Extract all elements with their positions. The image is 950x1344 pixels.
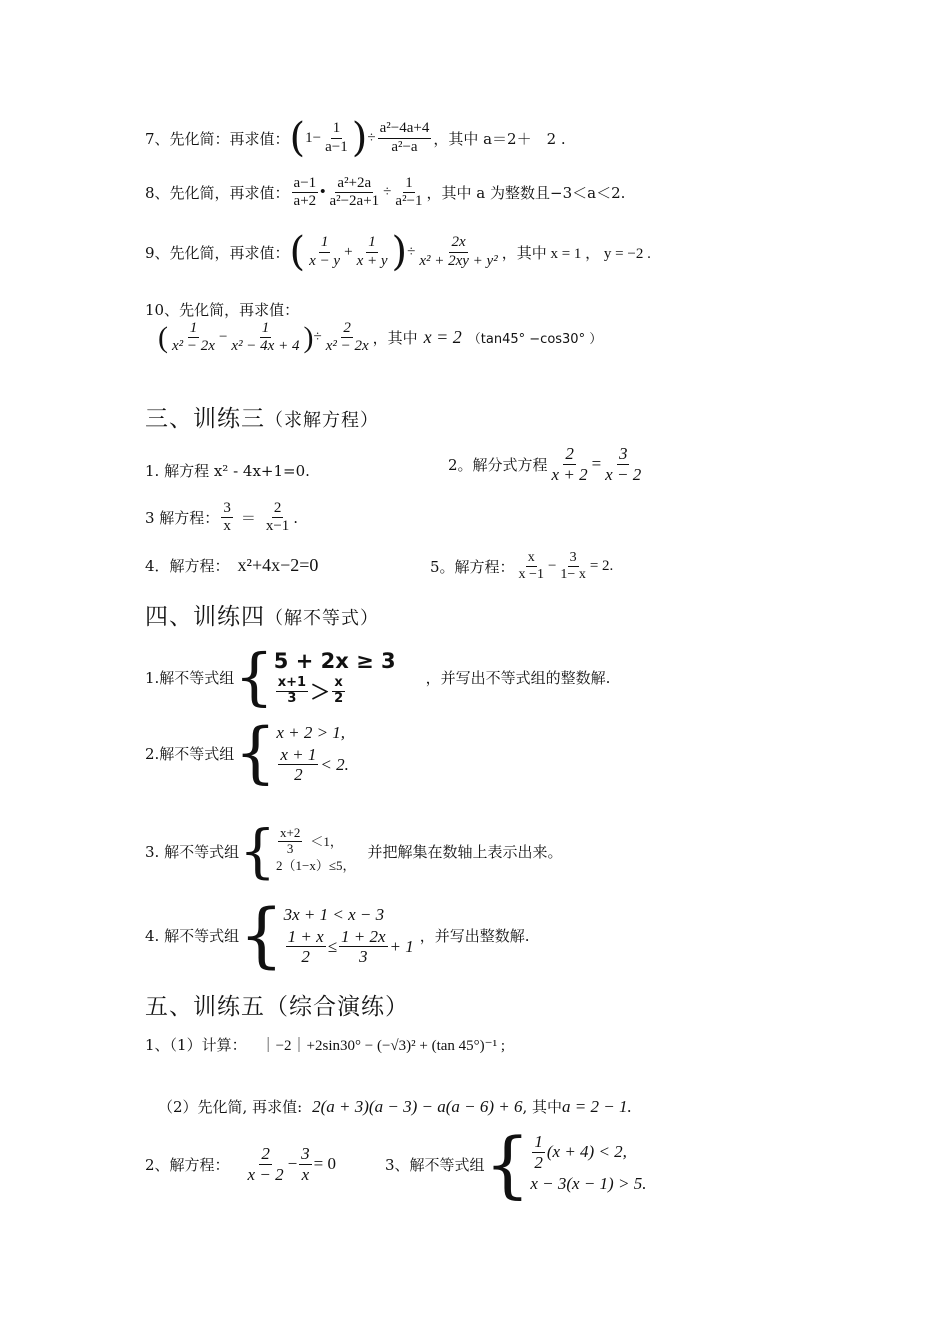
fraction	[246, 1144, 286, 1184]
equals-sign: =	[591, 454, 602, 474]
right-paren: )	[351, 115, 368, 161]
multiply-dot: •	[320, 184, 326, 201]
fraction	[517, 550, 546, 583]
fraction	[603, 444, 643, 484]
q3-end: .	[293, 508, 299, 527]
q4-suffix: ，并写出整数解.	[419, 926, 530, 945]
q3-prefix: 3、解不等式组	[385, 1155, 485, 1174]
fraction	[550, 444, 590, 484]
left-brace: {	[239, 817, 276, 885]
denominator: a²−2a+1	[329, 193, 380, 210]
q1b-expression: 2(a + 3)(a − 3) − a(a − 6) + 6	[312, 1096, 523, 1116]
inequality-line-1	[530, 1132, 646, 1172]
q3-prefix: 3 解方程：	[145, 509, 220, 528]
left-brace: {	[234, 640, 274, 713]
problem-10-expression	[158, 320, 602, 356]
denominator: a²−a	[391, 138, 418, 155]
q4-prefix: 4. 解不等式组	[145, 926, 240, 945]
section-4-heading	[145, 598, 379, 631]
numerator: 2x	[449, 234, 467, 252]
q2-prefix: 2、解方程：	[145, 1155, 230, 1174]
inequality-line-1: 5 + 2x ≥ 3	[273, 648, 396, 673]
numerator: 2	[272, 500, 284, 518]
q5-prefix: 5。解方程：	[430, 558, 515, 577]
s5-q1a	[145, 1034, 505, 1055]
plus-sign: +	[344, 243, 353, 260]
denominator: 3	[286, 841, 294, 857]
inequality-tail: (x + 4) < 2,	[546, 1142, 627, 1162]
q1b-condition-value: a = 2 − 1.	[562, 1096, 632, 1116]
fraction	[229, 320, 301, 356]
fraction	[378, 120, 432, 156]
fraction	[292, 175, 319, 211]
problem-8	[145, 175, 625, 211]
left-paren: (	[289, 229, 306, 275]
condition-text: ，其中	[372, 329, 418, 348]
inequality-system	[530, 1132, 646, 1196]
denominator: x² − 2x	[172, 338, 215, 355]
numerator: 2	[261, 1144, 270, 1163]
q1b-condition-text: , 其中	[522, 1098, 563, 1116]
denominator: a²−1	[395, 193, 423, 210]
inequality-system	[276, 826, 355, 875]
minus-sign: −	[287, 1154, 298, 1174]
q5-end: = 2.	[589, 558, 614, 575]
denominator: x −1	[518, 567, 544, 583]
numerator: a²−4a+4	[378, 120, 432, 138]
plus-one: + 1	[389, 936, 414, 956]
s3-q5	[430, 550, 613, 583]
s4-q1	[145, 640, 611, 713]
divide-sign: ÷	[383, 184, 392, 201]
denominator: x − y	[309, 252, 341, 269]
q4-prefix: 4．解方程：	[145, 557, 230, 575]
inequality-line-2	[274, 676, 396, 707]
divide-sign: ÷	[407, 243, 416, 260]
denominator: 1− x	[560, 567, 586, 583]
inequality-system	[276, 721, 349, 785]
denominator: 2	[294, 765, 303, 785]
problem-8-prefix: 8、先化简，再求值：	[145, 184, 290, 203]
fraction	[324, 320, 371, 356]
heading-text: 五、训练五	[145, 994, 265, 1020]
less-than: ＜1，	[310, 833, 343, 849]
denominator: x² + 2xy + y²	[419, 252, 498, 269]
equals-sign: ＝	[240, 511, 256, 528]
s5-q1b	[158, 1096, 632, 1117]
heading-sub: （求解方程）	[265, 410, 379, 431]
left-paren: (	[158, 320, 168, 354]
inequality-system	[274, 647, 396, 707]
numerator: 1	[319, 234, 331, 252]
s4-q2	[145, 714, 349, 791]
q2-prefix: 2。解分式方程	[448, 455, 548, 474]
numerator: 3	[568, 550, 579, 567]
denominator: 2	[334, 691, 344, 707]
right-paren: )	[303, 320, 314, 354]
inequality-line-2	[284, 927, 414, 967]
fraction	[170, 320, 217, 356]
denominator: x² − 2x	[325, 338, 369, 355]
problem-7-condition: ，其中 a＝2＋ 2 .	[433, 129, 566, 148]
numerator: 2	[341, 320, 353, 338]
problem-9-condition: ，其中 x = 1 ， y = −2 .	[501, 245, 651, 262]
numerator: x+2	[280, 825, 301, 841]
fraction	[278, 745, 318, 785]
numerator: 2	[565, 444, 574, 463]
right-paren: )	[391, 229, 408, 275]
denominator: x − 2	[247, 1164, 284, 1184]
numerator: 1 + 2x	[341, 926, 386, 946]
left-brace: {	[239, 894, 284, 976]
fraction	[393, 175, 424, 211]
problem-7	[145, 115, 566, 161]
inequality-line-1	[276, 826, 355, 857]
denominator: x	[223, 518, 231, 535]
numerator: x	[526, 550, 537, 567]
fraction	[339, 927, 388, 967]
denominator: a+2	[293, 193, 317, 210]
left-paren: (	[289, 115, 306, 161]
q2-prefix: 2.解不等式组	[145, 744, 235, 763]
numerator: 1	[534, 1132, 543, 1152]
condition-trig: （tan45° −cos30° ）	[467, 332, 603, 348]
section-5-heading	[145, 988, 409, 1021]
expr-one-minus: 1−	[305, 129, 322, 146]
less-or-equal: ≤	[327, 936, 338, 956]
fraction	[532, 1132, 545, 1172]
q1a-prefix: 1、（1）计算：	[145, 1036, 247, 1054]
problem-10-prefix: 10、先化简，再求值：	[145, 301, 300, 319]
s3-q4	[145, 555, 318, 576]
numerator: 3	[301, 1144, 310, 1163]
fraction	[264, 500, 291, 536]
numerator: x+1	[277, 675, 307, 691]
section-3-heading	[145, 400, 379, 433]
fraction	[276, 676, 308, 707]
denominator: 3	[359, 947, 368, 967]
fraction	[332, 676, 345, 707]
heading-text: 三、训练三	[145, 406, 265, 432]
fraction	[417, 234, 499, 270]
numerator: 1	[260, 320, 272, 338]
fraction	[221, 500, 233, 536]
divide-sign: ÷	[313, 329, 322, 346]
less-than: < 2.	[320, 754, 349, 774]
denominator: x	[301, 1164, 310, 1184]
fraction	[299, 1144, 312, 1184]
inequality-line-2	[276, 745, 349, 785]
problem-7-prefix: 7、先化简：再求值：	[145, 129, 290, 148]
fraction	[327, 175, 381, 211]
denominator: a−1	[325, 138, 348, 155]
numerator: 3	[221, 500, 233, 518]
q1-prefix: 1.解不等式组	[145, 668, 235, 687]
q4-expression: x²+4x−2=0	[237, 555, 319, 575]
inequality-line-1: 3x + 1 < x − 3	[283, 905, 385, 925]
denominator: x + y	[356, 252, 388, 269]
denominator: x + 2	[551, 464, 588, 484]
s4-q3	[145, 817, 563, 885]
left-brace: {	[234, 714, 277, 791]
greater-than: ＞	[310, 679, 331, 704]
numerator: a²+2a	[335, 175, 373, 193]
q1-suffix: ，并写出不等式组的整数解.	[425, 668, 611, 687]
minus-sign: −	[218, 329, 228, 346]
fraction	[307, 234, 342, 270]
equals-zero: = 0	[313, 1154, 337, 1174]
denominator: x − 2	[605, 464, 642, 484]
q1a-expression: ｜−2｜+2sin30° − (−√3)² + (tan 45°)⁻¹ ;	[260, 1038, 506, 1054]
fraction	[286, 927, 326, 967]
q1b-prefix: （2）先化简, 再求值:	[158, 1098, 303, 1116]
s3-q3	[145, 500, 298, 536]
fraction	[278, 826, 302, 857]
fraction	[355, 234, 390, 270]
inequality-system	[284, 903, 414, 967]
numerator: 1	[331, 120, 343, 138]
numerator: 1	[188, 320, 200, 338]
fraction	[558, 550, 587, 583]
s5-q3	[385, 1122, 647, 1206]
numerator: x + 1	[280, 744, 317, 764]
heading-sub: （解不等式）	[265, 608, 379, 629]
numerator: a−1	[292, 175, 319, 193]
denominator: x−1	[265, 518, 290, 535]
denominator: 2	[534, 1152, 543, 1172]
denominator: 3	[287, 691, 297, 707]
s3-q1: 1. 解方程 x² - 4x+1=0.	[145, 462, 310, 480]
inequality-line-1: x + 2 > 1,	[276, 723, 346, 743]
s3-q2	[448, 444, 645, 484]
denominator: x² − 4x + 4	[231, 338, 300, 355]
q3-prefix: 3. 解不等式组	[145, 842, 240, 861]
divide-sign: ÷	[367, 129, 376, 146]
heading-text: 四、训练四	[145, 604, 265, 630]
minus-sign: −	[547, 558, 557, 575]
problem-9	[145, 229, 651, 275]
problem-8-condition: ，其中 a 为整数且−3＜a＜2.	[426, 184, 626, 203]
numerator: x	[334, 675, 343, 691]
denominator: 2	[301, 947, 310, 967]
s4-q4	[145, 894, 530, 976]
condition-value: x = 2	[423, 327, 462, 348]
s5-q2	[145, 1144, 336, 1184]
problem-9-prefix: 9、先化简，再求值：	[145, 243, 290, 262]
numerator: 3	[618, 444, 628, 463]
numerator: 1	[366, 234, 378, 252]
heading-sub: （综合演练）	[265, 994, 409, 1020]
fraction	[323, 120, 350, 156]
left-brace: {	[484, 1122, 531, 1206]
numerator: 1 + x	[287, 926, 324, 946]
inequality-line-2: x − 3(x − 1) > 5.	[530, 1174, 647, 1194]
inequality-line-2: 2（1−x）≤5，	[276, 858, 356, 874]
numerator: 1	[403, 175, 415, 193]
q3-suffix: 并把解集在数轴上表示出来。	[367, 842, 563, 861]
